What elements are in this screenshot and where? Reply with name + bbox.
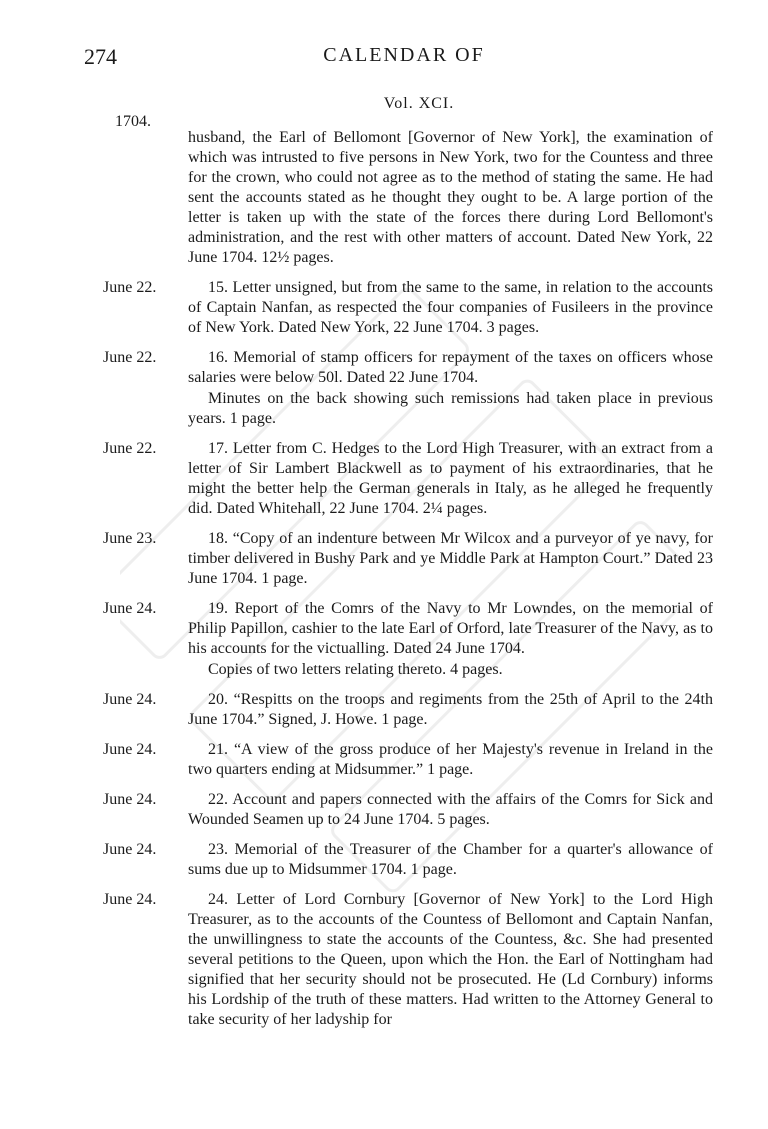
- entry-body: [188, 690, 713, 730]
- entry-paragraph: 24. Letter of Lord Cornbury [Governor of New York] to the Lord High Treasurer, as to the accounts of the Countess of Bellomont and Captain Nanfan, the unwillingness to state the accounts of the Countess, &c. She had presented several petitions to the Queen, upon which the Hon. the Earl of Nottingham had signified that her security should not be prosecuted. He (Ld Cornbury) informs his Lordship of the truth of these matters. Had written to the Attorney General to take security of her ladyship for: [188, 891, 713, 1028]
- calendar-entry: [103, 790, 713, 830]
- entry-paragraph: husband, the Earl of Bellomont [Governor of New York], the examination of which was intrusted to five persons in New York, two for the Countess and three for the crown, who could not agree as to the method of stating the same. He had sent the accounts stated as he thought they ought to be. A large portion of the letter is taken up with the state of the forces there during Lord Bellomont's administration, and the rest with other matters of account. Dated New York, 22 June 1704. 12½ pages.: [188, 129, 713, 266]
- entry-paragraph: 22. Account and papers connected with the affairs of the Comrs for Sick and Wounded Seamen up to 24 June 1704. 5 pages.: [188, 791, 713, 828]
- entry-body: [188, 529, 713, 589]
- running-title: CALENDAR OF: [323, 44, 485, 66]
- calendar-entry: [103, 439, 713, 519]
- calendar-entries: [103, 128, 713, 1040]
- entry-paragraph: 20. “Respitts on the troops and regiments from the 25th of April to the 24th June 1704.” Signed, J. Howe. 1 page.: [188, 691, 713, 728]
- year-marker: 1704.: [115, 113, 151, 130]
- entry-body: [188, 439, 713, 519]
- entry-body: [188, 840, 713, 880]
- calendar-entry: [103, 599, 713, 680]
- entry-date: June 22.: [103, 279, 157, 296]
- calendar-entry: [103, 690, 713, 730]
- entry-body: [188, 128, 713, 268]
- entry-body: [188, 278, 713, 338]
- entry-paragraph: 18. “Copy of an indenture between Mr Wilcox and a purveyor of ye navy, for timber delivered in Bushy Park and ye Middle Park at Hampton Court.” Dated 23 June 1704. 1 page.: [188, 530, 713, 587]
- entry-paragraph: 23. Memorial of the Treasurer of the Chamber for a quarter's allowance of sums due up to Midsummer 1704. 1 page.: [188, 841, 713, 878]
- entry-body: [188, 740, 713, 780]
- entry-body: [188, 599, 713, 680]
- calendar-entry: [103, 840, 713, 880]
- calendar-entry: [103, 529, 713, 589]
- entry-date: June 22.: [103, 349, 157, 366]
- volume-heading: Vol. XCI.: [383, 95, 455, 112]
- calendar-entry: [103, 740, 713, 780]
- entry-date: June 24.: [103, 841, 157, 858]
- entry-date: June 24.: [103, 791, 157, 808]
- entry-paragraph: 17. Letter from C. Hedges to the Lord High Treasurer, with an extract from a letter of Sir Lambert Blackwell as to payment of his extraordinaries, that he might the better help the German generals in Italy, as he alleged he frequently did. Dated Whitehall, 22 June 1704. 2¼ pages.: [188, 440, 713, 517]
- entry-date: June 24.: [103, 741, 157, 758]
- entry-paragraph: 21. “A view of the gross produce of her Majesty's revenue in Ireland in the two quarters ending at Midsummer.” 1 page.: [188, 741, 713, 778]
- calendar-entry: [103, 348, 713, 429]
- calendar-entry: [103, 890, 713, 1030]
- entry-date: June 22.: [103, 440, 157, 457]
- calendar-entry: [103, 128, 713, 268]
- entry-paragraph: Copies of two letters relating thereto. 4 pages.: [208, 661, 503, 678]
- entry-body: [188, 790, 713, 830]
- entry-paragraph: 19. Report of the Comrs of the Navy to Mr Lowndes, on the memorial of Philip Papillon, cashier to the late Earl of Orford, late Treasurer of the Navy, as to his accounts for the victualling. Dated 24 June 1704.: [188, 600, 713, 657]
- entry-date: June 24.: [103, 691, 157, 708]
- page-number: 274: [84, 44, 117, 69]
- entry-date: June 23.: [103, 530, 157, 547]
- entry-date: June 24.: [103, 600, 157, 617]
- entry-date: June 24.: [103, 891, 157, 908]
- entry-paragraph: Minutes on the back showing such remissions had taken place in previous years. 1 page.: [188, 390, 713, 427]
- entry-body: [188, 890, 713, 1030]
- entry-body: [188, 348, 713, 429]
- calendar-entry: [103, 278, 713, 338]
- entry-paragraph: 15. Letter unsigned, but from the same to the same, in relation to the accounts of Captain Nanfan, as respected the four companies of Fusileers in the province of New York. Dated New York, 22 June 1704. 3 pages.: [188, 279, 713, 336]
- entry-paragraph: 16. Memorial of stamp officers for repayment of the taxes on officers whose salaries were below 50l. Dated 22 June 1704.: [188, 349, 713, 386]
